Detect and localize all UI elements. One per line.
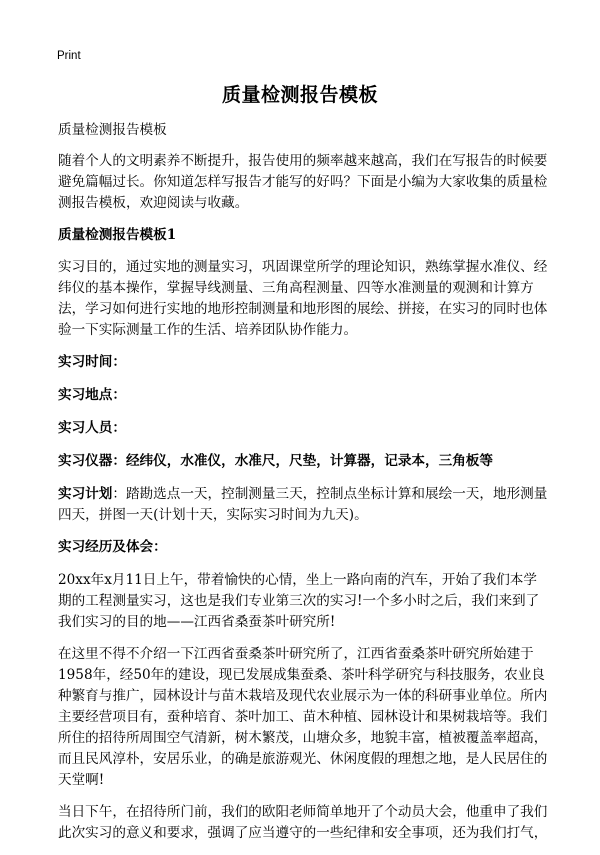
plan-text: ：踏勘选点一天，控制测量三天，控制点坐标计算和展绘一天，地形测量四天，拼图一天(计划十天，实际实习时间为九天)。 xyxy=(58,486,548,523)
print-link[interactable]: Print xyxy=(57,50,81,62)
section-heading: 质量检测报告模板1 xyxy=(58,227,177,243)
time-field: 实习时间： xyxy=(58,354,126,370)
intro-paragraph: 随着个人的文明素养不断提升，报告使用的频率越来越高，我们在写报告的时候要避免篇幅过长。你知道怎样写报告才能写的好吗？下面是小编为大家收集的质量检测报告模板，欢迎阅读与收藏。 xyxy=(58,153,548,211)
experience-heading: 实习经历及体会： xyxy=(58,539,167,555)
experience-paragraph-3: 当日下午，在招待所门前，我们的欧阳老师简单地开了个动员大会，他重申了我们此次实习的意义和要求，强调了应当遵守的一些纪律和安全事项，还为我们打气， xyxy=(58,804,548,841)
purpose-paragraph: 实习目的，通过实地的测量实习，巩固课堂所学的理论知识，熟练掌握水准仪、经纬仪的基本操作，掌握导线测量、三角高程测量、四等水准测量的观测和计算方法，学习如何进行实地的地形控制测量和地形图的展绘、拼接，在实习的同时也体验一下实际测量工作的生活、培养团队协作能力。 xyxy=(58,259,548,338)
instruments-field: 实习仪器：经纬仪，水准仪，水准尺，尺垫，计算器，记录本，三角板等 xyxy=(58,453,493,469)
place-field: 实习地点： xyxy=(58,387,126,403)
experience-paragraph-2: 在这里不得不介绍一下江西省蚕桑茶叶研究所了，江西省蚕桑茶叶研究所始建于1958年，经50年的建设，现已发展成集蚕桑、茶叶科学研究与科技服务，农业良种繁育与推广，园林设计与苗木栽培及现代农业展示为一体的科研事业单位。所内主要经营项目有，蚕种培育、茶叶加工、苗木种植、园林设计和果树栽培等。我们所住的招待所周围空气清新，树木繁茂，山塘众多，地貌丰富，植被覆盖率超高，而且民风淳朴，安居乐业，的确是旅游观光、休闲度假的理想之地，是人民居住的天堂啊! xyxy=(58,646,548,788)
plan-paragraph xyxy=(58,484,548,526)
experience-paragraph-1: 20xx年x月11日上午，带着愉快的心情，坐上一路向南的汽车，开始了我们本学期的工程测量实习，这也是我们专业第三次的实习!一个多小时之后，我们来到了我们实习的目的地——江西省桑蚕茶叶研究所! xyxy=(58,572,540,630)
document-subtitle: 质量检测报告模板 xyxy=(58,122,167,138)
document-body xyxy=(58,120,548,855)
plan-label: 实习计划 xyxy=(58,486,113,502)
page-title: 质量检测报告模板 xyxy=(221,84,378,106)
people-field: 实习人员： xyxy=(58,420,126,436)
